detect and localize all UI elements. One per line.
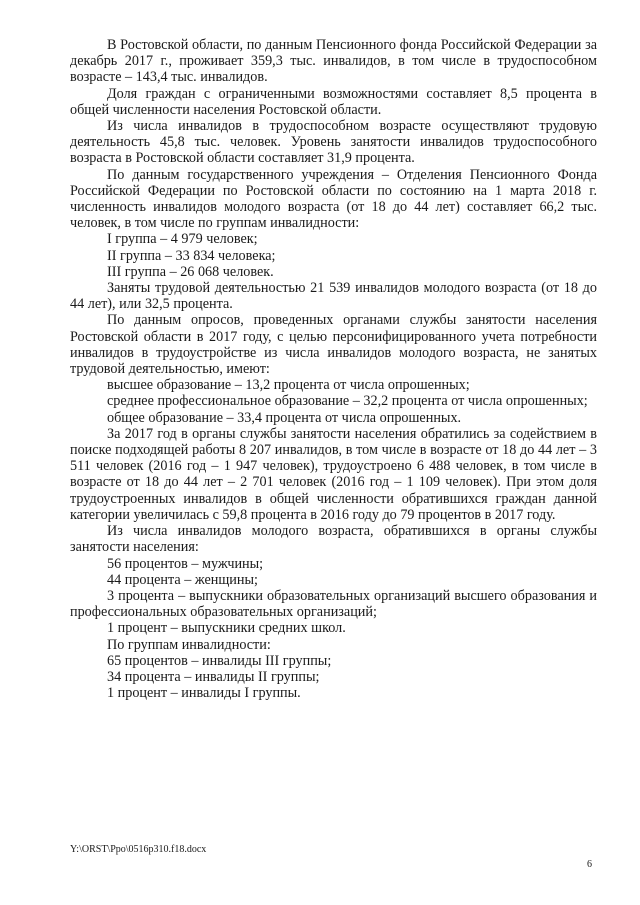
list-item-men: 56 процентов – мужчины;: [107, 555, 264, 572]
list-item-general-education: общее образование – 33,4 процента от числа опрошенных.: [107, 409, 462, 426]
list-item-vocational-education: среднее профессиональное образование – 32,2 процента от числа опрошенных;: [107, 393, 588, 410]
paragraph-young-disabled: По данным государственного учреждения – Отделения Пенсионного Фонда Российской Федерации по Ростовской области по состоянию на 1 марта 2018 г. численность инвалидов молодого возраста (от 18 до 44 лет) составляет 66,2 тыс. человек, в том числе по группам инвалидности:: [70, 166, 597, 232]
list-item-group-2-share: 34 процента – инвалиды II группы;: [107, 668, 320, 685]
paragraph-by-groups: По группам инвалидности:: [107, 636, 271, 653]
paragraph-employment-level: Из числа инвалидов в трудоспособном возрасте осуществляют трудовую деятельность 45,8 тыс. человек. Уровень занятости инвалидов трудоспособного возраста в Ростовской области составляет 31,9 процента.: [70, 118, 597, 167]
page-number: 6: [587, 859, 592, 870]
list-item-graduates-higher: 3 процента – выпускники образовательных организаций высшего образования и профессиональных образовательных организаций;: [70, 587, 597, 621]
paragraph-2017-applications: За 2017 год в органы службы занятости населения обратились за содействием в поиске подходящей работы 8 207 инвалидов, в том числе в возрасте от 18 до 44 лет – 3 511 человек (2016 год – 1 947 человек), трудоустроено 6 488 человек, в том числе в возрасте от 18 до 44 лет – 2 701 человек (2016 год – 1 109 человек). При этом доля трудоустроенных инвалидов в общей численности обратившихся граждан данной категории увеличилась с 59,8 процента в 2016 году до 79 процентов в 2017 году.: [70, 425, 597, 523]
list-item-group-3-share: 65 процентов – инвалиды III группы;: [107, 652, 332, 669]
paragraph-share-disabled: Доля граждан с ограниченными возможностями составляет 8,5 процента в общей численности населения Ростовской области.: [70, 85, 597, 118]
list-item-higher-education: высшее образование – 13,2 процента от числа опрошенных;: [107, 377, 470, 394]
document-body: [70, 37, 597, 701]
list-item-women: 44 процента – женщины;: [107, 571, 258, 588]
paragraph-survey: По данным опросов, проведенных органами службы занятости населения Ростовской области в 2017 году, с целью персонифицированного учета потребности инвалидов в трудоустройстве из числа инвалидов молодого возраста, не занятых трудовой деятельностью, имеют:: [70, 312, 597, 378]
paragraph-disabled-population: В Ростовской области, по данным Пенсионного фонда Российской Федерации за декабрь 2017 г., проживает 359,3 тыс. инвалидов, в том числе в трудоспособном возрасте – 143,4 тыс. инвалидов.: [70, 37, 597, 86]
paragraph-young-applicants: Из числа инвалидов молодого возраста, обратившихся в органы службы занятости населения:: [70, 523, 597, 556]
list-item-group-3: III группа – 26 068 человек.: [107, 263, 274, 280]
list-item-group-1: I группа – 4 979 человек;: [107, 231, 258, 248]
list-item-group-1-share: 1 процент – инвалиды I группы.: [107, 685, 301, 702]
list-item-group-2: II группа – 33 834 человека;: [107, 247, 276, 264]
footer-file-path: Y:\ORST\Ppo\0516p310.f18.docx: [70, 844, 207, 855]
list-item-graduates-school: 1 процент – выпускники средних школ.: [107, 620, 346, 637]
paragraph-employed-young: Заняты трудовой деятельностью 21 539 инвалидов молодого возраста (от 18 до 44 лет), или 32,5 процента.: [70, 280, 597, 313]
